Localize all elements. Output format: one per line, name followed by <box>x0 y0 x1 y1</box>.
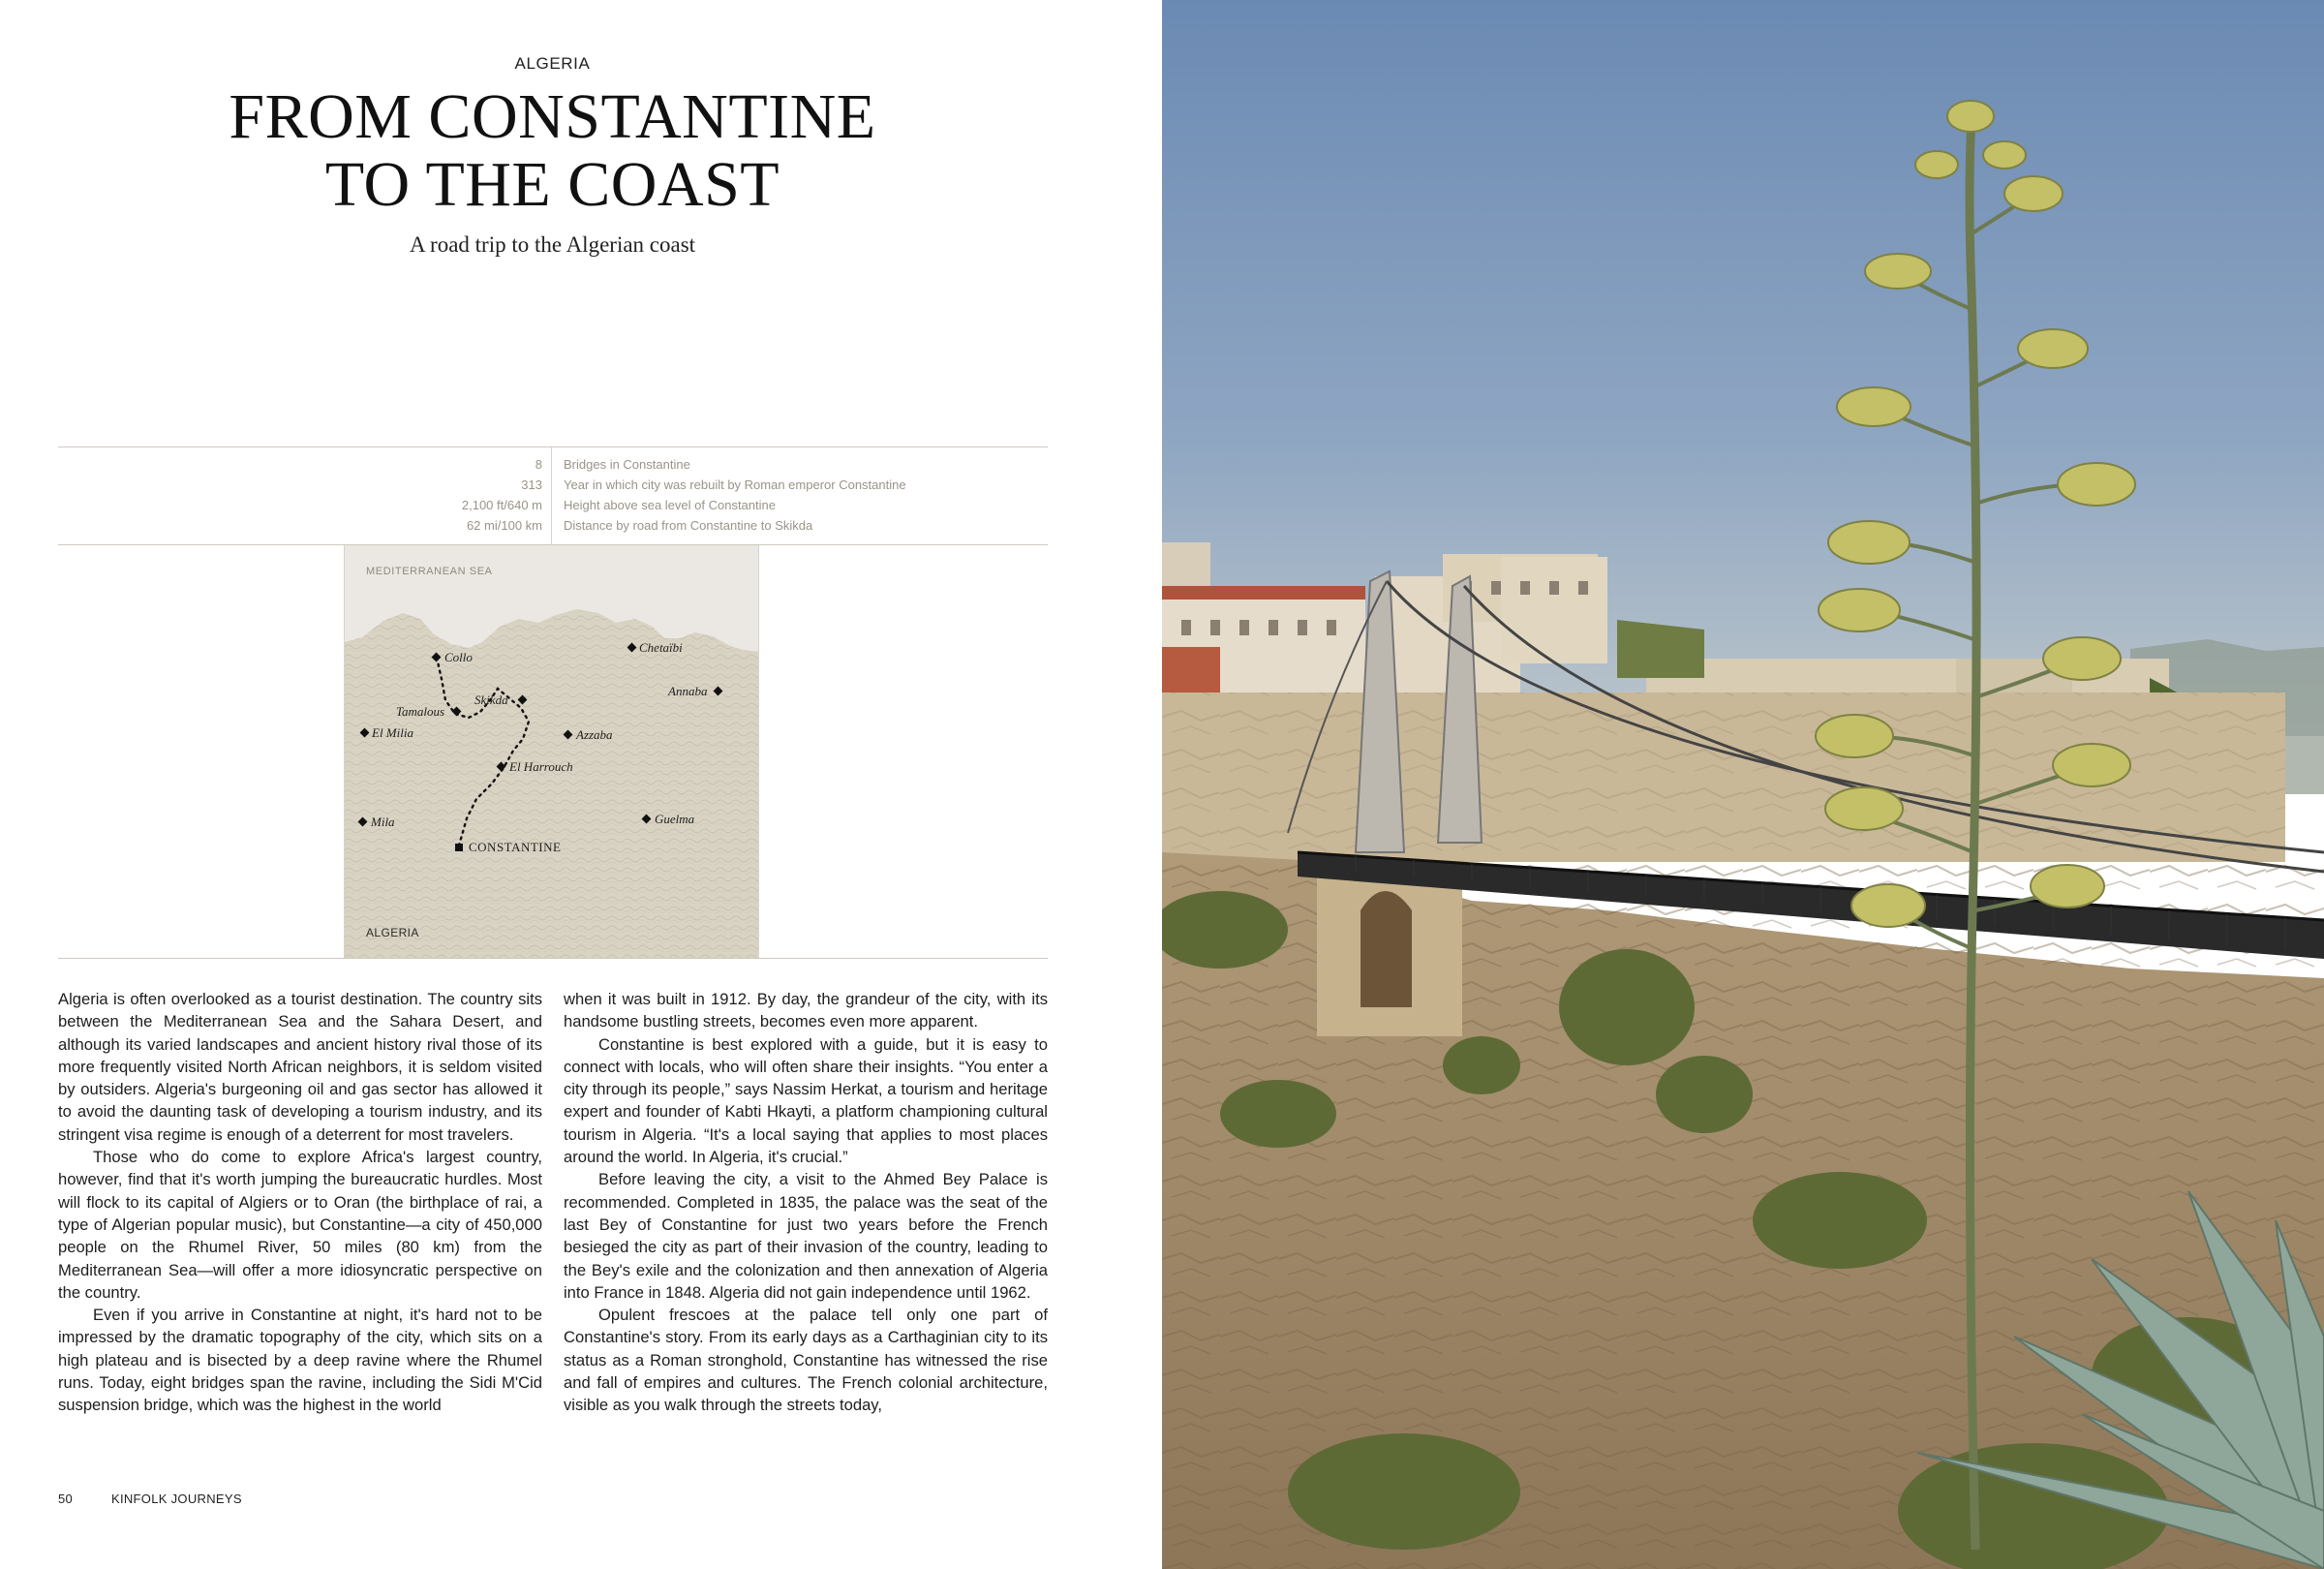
sea-label: MEDITERRANEAN SEA <box>366 566 493 577</box>
label-constantine: CONSTANTINE <box>469 840 562 854</box>
fact-description: Year in which city was rebuilt by Roman emperor Constantine <box>564 477 906 492</box>
body-paragraph: Constantine is best explored with a guide, but it is easy to connect with locals, who will often share their insights. “You enter a city through its people,” says Nassim Herkat, a tourism and heritage expert and founder of Kabti Hkayti, a platform championing cultural tourism in Algeria. “It's a local saying that applies to most places around the world. In Algeria, it's crucial.” <box>564 1034 1048 1167</box>
body-paragraph: Opulent frescoes at the palace tell only one part of Constantine's story. From its early days as a Carthaginian city to its status as a Roman stronghold, Constantine has witnessed the rise and fall of empires and cultures. The French colonial architecture, visible as you walk through the streets today, <box>564 1306 1048 1415</box>
fact-description: Bridges in Constantine <box>564 457 690 472</box>
body-paragraph: Before leaving the city, a visit to the Ahmed Bey Palace is recommended. Completed in 1835, the palace was the seat of the last Bey of Constantine for just two years before the French besieged the city as part of their invasion of the country, leading to the Bey's exile and the colonization and then annexation of Algeria into France in 1848. Algeria did not gain independence until 1962. <box>564 1170 1048 1302</box>
label-skikda: Skikda <box>474 692 508 707</box>
label-guelma: Guelma <box>655 812 695 826</box>
fact-description: Height above sea level of Constantine <box>564 498 776 512</box>
fact-value: 8 <box>535 457 542 472</box>
label-collo: Collo <box>444 650 473 664</box>
body-column-2 <box>564 988 1048 1417</box>
marker-constantine <box>455 844 463 851</box>
page-footer <box>58 1492 242 1506</box>
fact-row <box>58 477 1048 497</box>
title-line-1: FROM CONSTANTINE <box>229 81 876 152</box>
fact-value: 62 mi/100 km <box>466 518 542 533</box>
map-bottom-rule <box>58 958 1048 959</box>
article-title <box>0 83 1105 219</box>
section-kicker: ALGERIA <box>514 54 591 73</box>
fact-value: 2,100 ft/640 m <box>461 498 542 512</box>
label-tamalous: Tamalous <box>396 704 445 719</box>
region-map <box>344 545 759 959</box>
body-paragraph: Even if you arrive in Constantine at night, it's hard not to be impressed by the dramatic topography of the city, which sits on a high plateau and is bisected by a deep ravine where the Rhumel runs. Today, eight bridges span the ravine, including the Sidi M'Cid suspension bridge, which was the highest in the world <box>58 1306 542 1415</box>
body-paragraph: when it was built in 1912. By day, the grandeur of the city, with its handsome bustling streets, becomes even more apparent. <box>564 990 1048 1031</box>
label-annaba: Annaba <box>668 684 708 698</box>
title-line-2: TO THE COAST <box>324 149 780 220</box>
label-el-milia: El Milia <box>372 725 413 740</box>
label-el-harrouch: El Harrouch <box>509 759 573 774</box>
body-paragraph: Algeria is often overlooked as a tourist destination. The country sits between the Mediterranean Sea and the Sahara Desert, and although its varied landscapes and ancient history rival those of its more frequently visited North African neighbors, it is seldom visited by outsiders. Algeria's burgeoning oil and gas sector has allowed it to avoid the daunting task of developing a tourism industry, and its stringent visa regime is enough of a deterrent for most travelers. <box>58 990 542 1144</box>
body-column-1 <box>58 988 542 1417</box>
body-paragraph: Those who do come to explore Africa's largest country, however, find that it's worth jumping the bureaucratic hurdles. Most will flock to its capital of Algiers or to Oran (the birthplace of rai, a type of Algerian popular music), but Constantine—a city of 450,000 people on the Rhumel River, 50 miles (80 km) from the Mediterranean Sea—will offer a more idiosyncratic perspective on the country. <box>58 1148 542 1302</box>
fact-row <box>58 457 1048 477</box>
fact-row <box>58 518 1048 538</box>
publication-name: KINFOLK JOURNEYS <box>110 1492 242 1506</box>
fact-description: Distance by road from Constantine to Skikda <box>564 518 813 533</box>
fact-value: 313 <box>521 477 542 492</box>
map-topo-texture <box>345 609 759 959</box>
country-label: ALGERIA <box>366 926 419 939</box>
article-subtitle: A road trip to the Algerian coast <box>409 232 696 257</box>
facts-table <box>58 446 1048 545</box>
label-mila: Mila <box>371 815 395 829</box>
fact-row <box>58 498 1048 517</box>
constantine-bridge-photo <box>1162 0 2324 1569</box>
label-chetaibi: Chetaïbi <box>639 640 683 655</box>
page-number: 50 <box>58 1492 74 1506</box>
label-azzaba: Azzaba <box>576 727 613 742</box>
